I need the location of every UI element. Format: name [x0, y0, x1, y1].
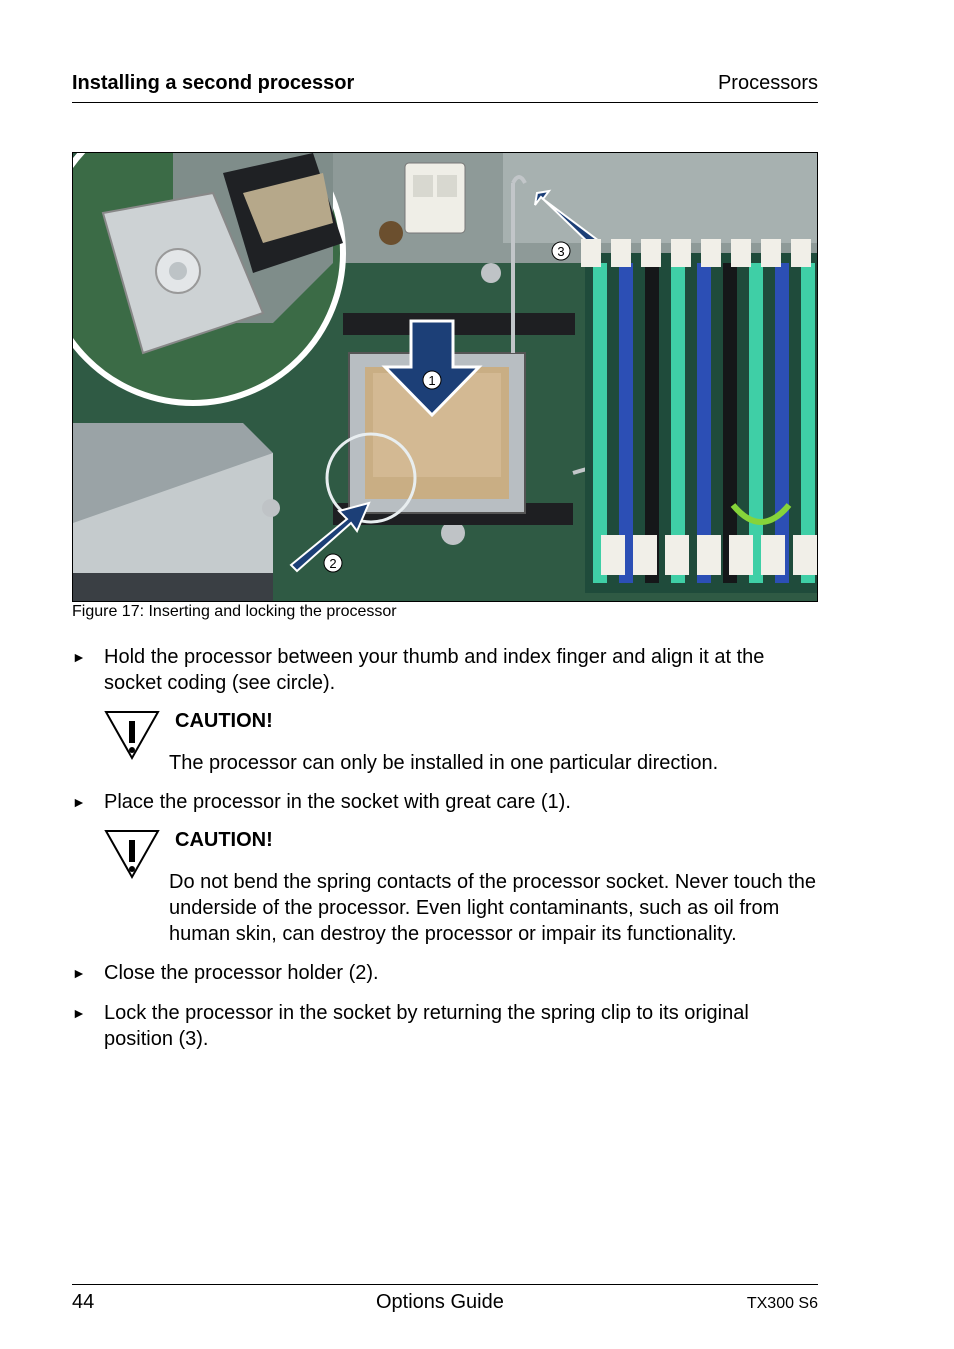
- step-text: Hold the processor between your thumb and index finger and align it at the socket coding (see circle).: [104, 646, 765, 694]
- warning-icon: [104, 710, 160, 762]
- document-title: Options Guide: [376, 1291, 504, 1313]
- processor-installation-photo: [72, 152, 818, 602]
- step-text: Place the processor in the socket with great care (1).: [104, 791, 571, 813]
- caution-note: [104, 710, 818, 778]
- figure-caption: Figure 17: Inserting and locking the processor: [72, 603, 397, 620]
- step-text: Lock the processor in the socket by returning the spring clip to its original position (3).: [104, 1002, 749, 1050]
- svg-text:3: 3: [557, 244, 565, 259]
- bullet-arrow-icon: ►: [72, 965, 86, 981]
- caution-text: Do not bend the spring contacts of the processor socket. Never touch the underside of the processor. Even light contaminants, such as oil from human skin, can destroy the processor or impair its functionality.: [169, 871, 817, 945]
- bullet-arrow-icon: ►: [72, 794, 86, 810]
- page-number: 44: [72, 1291, 95, 1313]
- page-footer: [72, 1284, 818, 1325]
- page-header: [72, 72, 818, 103]
- caution-note: [104, 829, 818, 949]
- svg-text:1: 1: [428, 373, 436, 388]
- caution-text: The processor can only be installed in one particular direction.: [169, 752, 719, 774]
- step-text: Close the processor holder (2).: [104, 962, 379, 984]
- caution-title: CAUTION!: [175, 710, 273, 732]
- warning-icon: [104, 829, 160, 881]
- svg-text:2: 2: [329, 556, 337, 571]
- section-title: Installing a second processor: [72, 72, 355, 94]
- bullet-arrow-icon: ►: [72, 1005, 86, 1021]
- model-name: TX300 S6: [746, 1295, 818, 1312]
- caution-title: CAUTION!: [175, 829, 273, 851]
- bullet-arrow-icon: ►: [72, 649, 86, 665]
- chapter-title: Processors: [717, 72, 818, 94]
